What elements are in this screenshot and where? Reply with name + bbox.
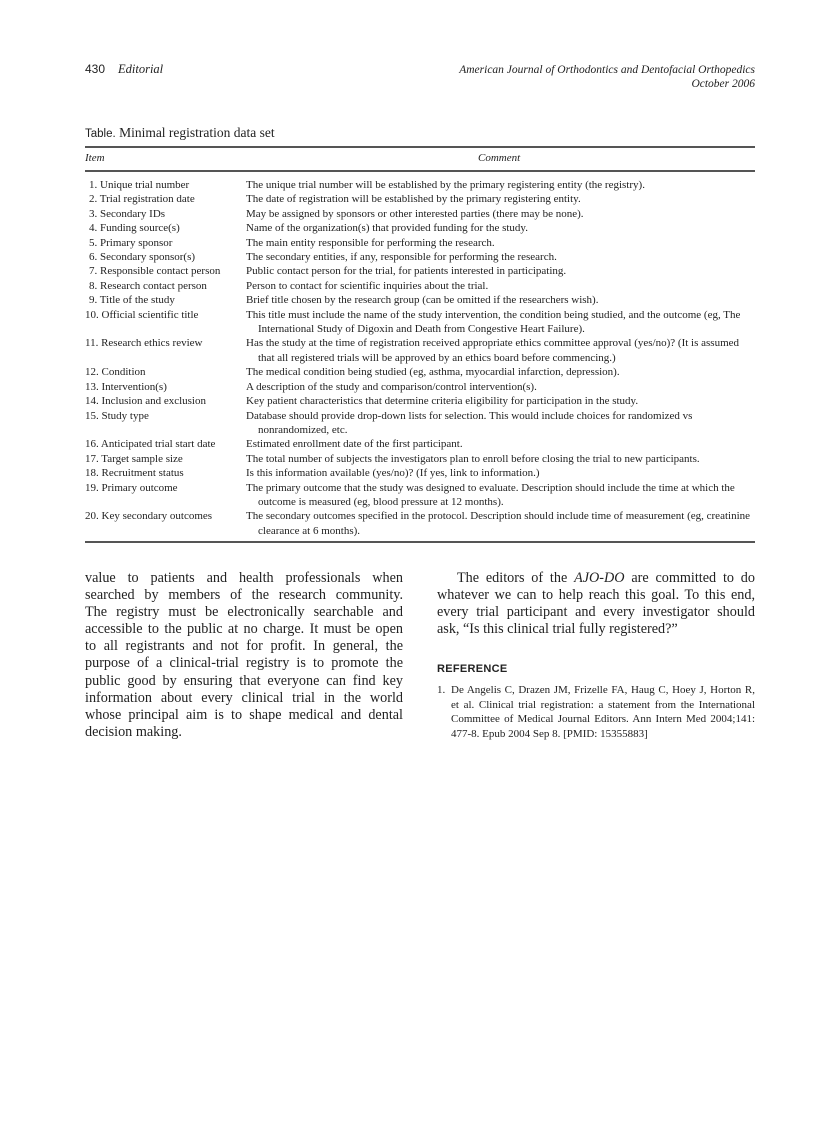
table-row <box>85 437 755 451</box>
journal-title: American Journal of Orthodontics and Dentofacial Orthopedics <box>459 64 755 76</box>
table-row <box>85 365 755 379</box>
table-row <box>85 452 755 466</box>
comment-cell: This title must include the name of the study intervention, the condition being studied, and the outcome (eg, The International Study of Digoxin and Death from Congestive Heart Failure). <box>246 308 741 336</box>
comment-cell: The date of registration will be established by the primary registering entity. <box>246 193 581 206</box>
item-cell: 12. Condition <box>85 366 146 379</box>
body-line: De Angelis C, Drazen JM, Frizelle FA, Haug C, Hoey J, Horton R, <box>451 684 755 696</box>
body-line: searched by members of the research community. <box>85 587 403 604</box>
comment-cell: May be assigned by sponsors or other interested parties (there may be none). <box>246 207 584 220</box>
body-line: value to patients and health professionals when <box>85 570 403 586</box>
table-row <box>85 336 755 365</box>
table-row <box>85 380 755 394</box>
table-label: Table. <box>85 128 116 140</box>
comment-cell: The total number of subjects the investigators plan to enroll before closing the trial to new participants. <box>246 452 700 465</box>
body-line: every trial participant and every investigator should <box>437 604 755 621</box>
item-cell: 13. Intervention(s) <box>85 380 167 393</box>
item-cell: 14. Inclusion and exclusion <box>85 395 206 408</box>
item-cell: 10. Official scientific title <box>85 308 199 321</box>
table-header-rule <box>85 170 755 172</box>
page-number: 430 <box>85 62 106 76</box>
table-caption <box>85 125 275 141</box>
item-cell: 18. Recruitment status <box>85 467 184 480</box>
table-row <box>85 481 755 510</box>
item-cell: 17. Target sample size <box>85 452 183 465</box>
item-cell: 2. Trial registration date <box>89 193 195 206</box>
item-cell: 20. Key secondary outcomes <box>85 510 213 523</box>
comment-cell: Has the study at the time of registration received appropriate ethics committee approval (yes/no)? (It is assumed that all registered trials will be approved by an ethics board before commencing.) <box>246 337 740 364</box>
table-row <box>85 293 755 307</box>
body-column-right <box>437 570 755 638</box>
table-row <box>85 178 755 192</box>
comment-cell: The secondary outcomes specified in the protocol. Description should include time of measurement (eg, creatinine clearance at 6 months). <box>246 510 751 537</box>
comment-cell: Brief title chosen by the research group (can be omitted if the researchers wish). <box>246 294 599 307</box>
item-cell: 1. Unique trial number <box>89 179 190 191</box>
item-cell: 3. Secondary IDs <box>89 207 166 220</box>
item-cell: 15. Study type <box>85 409 149 422</box>
table-row <box>85 207 755 221</box>
section-name: Editorial <box>118 62 164 76</box>
body-line: public good by ensuring that everyone can find key <box>85 672 403 689</box>
reference-number: 1. <box>437 684 446 696</box>
text-run: The editors of the <box>457 570 575 586</box>
comment-cell: Key patient characteristics that determine criteria eligibility for participation in the study. <box>246 395 639 408</box>
body-line: purpose of a clinical-trial registry is to promote the <box>85 655 403 672</box>
item-cell: 7. Responsible contact person <box>89 265 221 278</box>
body-line: to all registrants and not for profit. In general, the <box>85 638 403 655</box>
running-header <box>459 63 755 91</box>
body-line: 477-8. Epub 2004 Sep 8. [PMID: 15355883] <box>451 727 648 740</box>
reference-item <box>437 683 755 741</box>
body-column-left <box>85 570 403 741</box>
body-line: decision making. <box>85 723 182 740</box>
column-header-item: Item <box>85 152 105 164</box>
item-cell: 11. Research ethics review <box>85 337 203 350</box>
comment-cell: The unique trial number will be established by the primary registering entity (the registry). <box>246 179 645 191</box>
comment-cell: The secondary entities, if any, responsible for performing the research. <box>246 251 557 264</box>
comment-cell: Estimated enrollment date of the first participant. <box>246 438 463 451</box>
journal-abbrev: AJO-DO <box>574 570 625 586</box>
reference-heading: REFERENCE <box>437 663 508 675</box>
table-row <box>85 279 755 293</box>
comment-cell: Database should provide drop-down lists for selection. This would include choices for randomized vs nonrandomized, etc. <box>246 409 693 436</box>
table-row <box>85 466 755 480</box>
body-line: whatever we can to help reach this goal. To this end, <box>437 587 755 604</box>
column-header-comment: Comment <box>478 152 521 164</box>
item-cell: 19. Primary outcome <box>85 481 178 494</box>
comment-cell: Name of the organization(s) that provided funding for the study. <box>246 222 528 235</box>
comment-cell: Is this information available (yes/no)? (If yes, link to information.) <box>246 467 540 480</box>
item-cell: 6. Secondary sponsor(s) <box>89 251 196 264</box>
comment-cell: A description of the study and comparison/control intervention(s). <box>246 380 537 393</box>
table-row <box>85 192 755 206</box>
body-line <box>437 570 755 587</box>
table-row <box>85 394 755 408</box>
comment-cell: Public contact person for the trial, for patients interested in participating. <box>246 265 567 278</box>
body-line: et al. Clinical trial registration: a statement from the International <box>451 698 755 711</box>
comment-cell: The primary outcome that the study was designed to evaluate. Description should include the time at which the outcome is measured (eg, blood pressure at 12 months). <box>246 481 735 508</box>
body-line: whose principal aim is to shape medical and dental <box>85 706 403 723</box>
text-run: are committed to do <box>624 570 755 586</box>
item-cell: 9. Title of the study <box>89 294 175 307</box>
item-cell: 4. Funding source(s) <box>89 222 180 235</box>
body-line: Committee of Medical Journal Editors. Ann Intern Med 2004;141: <box>451 713 755 726</box>
table-bottom-rule <box>85 541 755 543</box>
table-row <box>85 308 755 337</box>
table-row <box>85 250 755 264</box>
table-row <box>85 509 755 538</box>
item-cell: 8. Research contact person <box>89 279 207 292</box>
table-row <box>85 409 755 438</box>
table-row <box>85 236 755 250</box>
body-line: accessible to the public at no charge. It must be open <box>85 621 403 638</box>
table-title: Minimal registration data set <box>119 125 275 140</box>
comment-cell: The medical condition being studied (eg, asthma, myocardial infarction, depression). <box>246 366 620 379</box>
table-top-rule <box>85 146 755 148</box>
issue-date: October 2006 <box>691 78 755 90</box>
item-cell: 16. Anticipated trial start date <box>85 438 216 451</box>
table-row <box>85 221 755 235</box>
item-cell: 5. Primary sponsor <box>89 236 173 249</box>
body-line: The registry must be electronically searchable and <box>85 604 403 621</box>
body-line: information about every clinical trial in the world <box>85 689 403 706</box>
body-line: ask, “Is this clinical trial fully registered?” <box>437 621 678 638</box>
registration-table <box>85 178 755 538</box>
comment-cell: The main entity responsible for performing the research. <box>246 236 495 249</box>
table-row <box>85 264 755 278</box>
comment-cell: Person to contact for scientific inquiries about the trial. <box>246 279 489 292</box>
